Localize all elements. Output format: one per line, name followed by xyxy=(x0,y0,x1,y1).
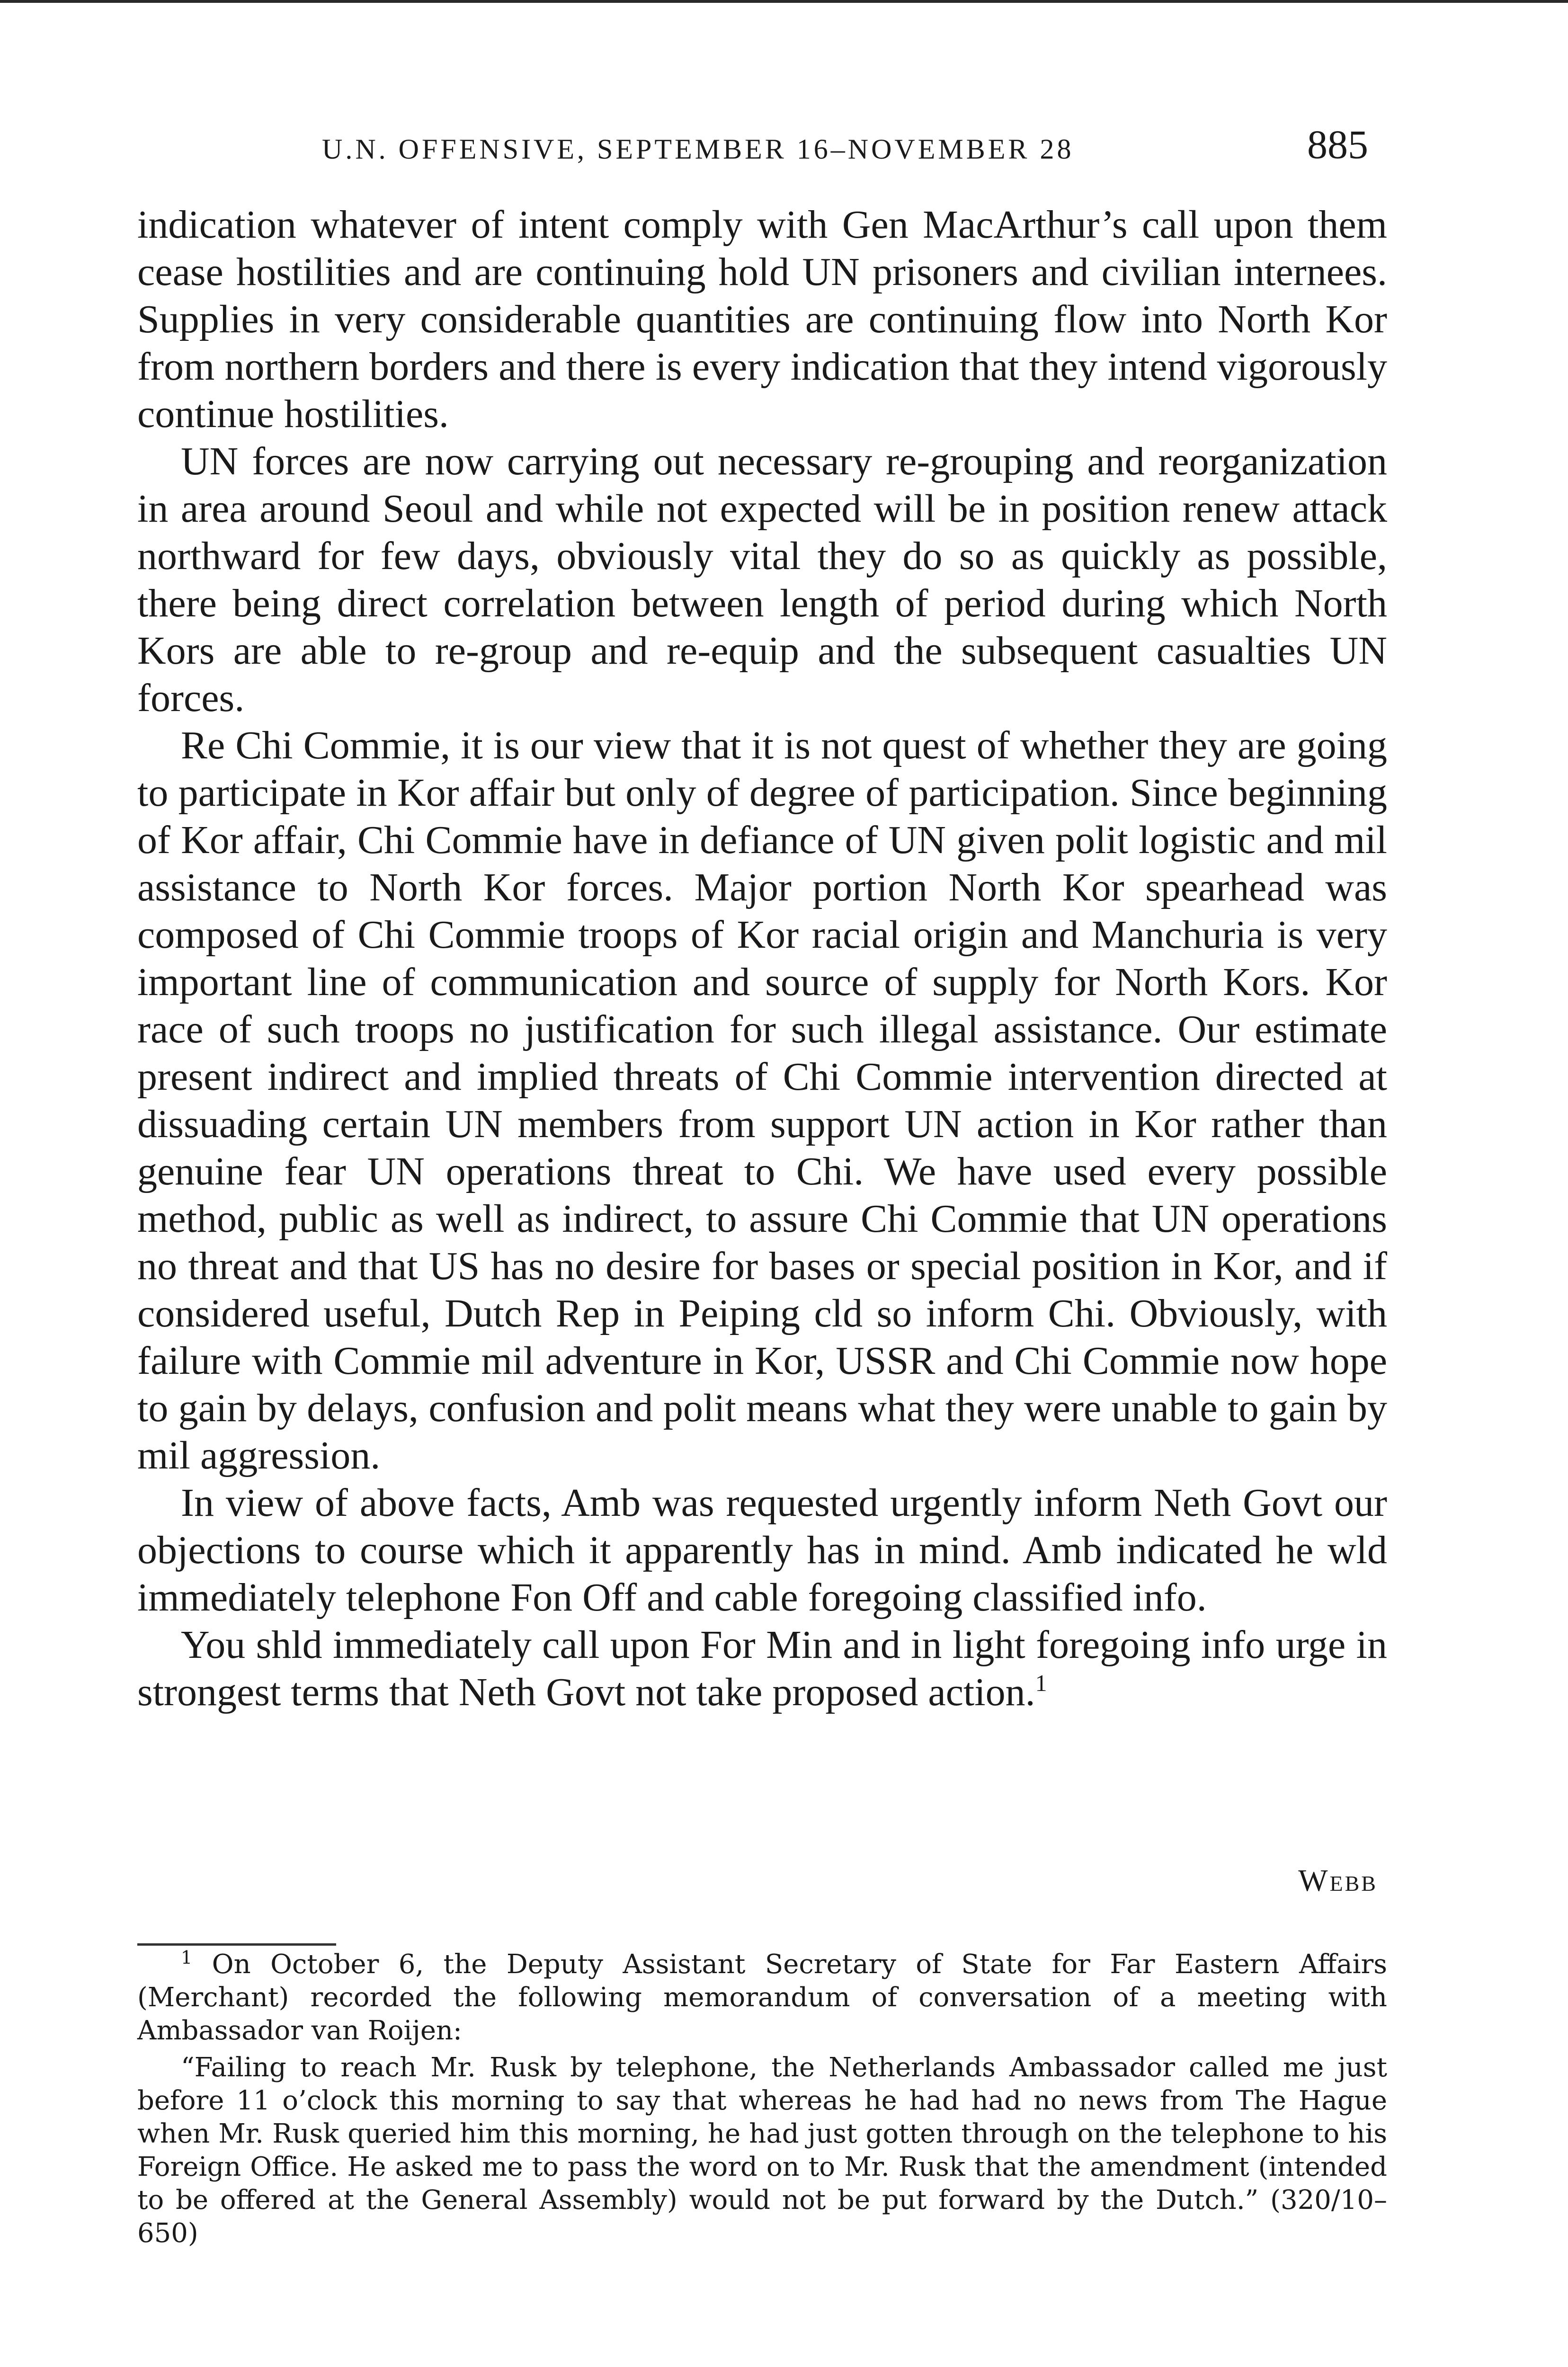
footnote-reference: 1 xyxy=(1035,1670,1047,1696)
paragraph-4: In view of above facts, Amb was requested urgently inform Neth Govt our objections to course which it apparently has in mind. Amb indicated he wld immediately telephone Fon Off and cable foregoing classified info. xyxy=(137,1481,1387,1620)
running-head: U.N. OFFENSIVE, SEPTEMBER 16–NOVEMBER 28 xyxy=(322,133,1074,165)
page-header xyxy=(137,121,1387,173)
footnote-quote: “Failing to reach Mr. Rusk by telephone, the Netherlands Ambassador called me just before 11 o’clock this morning to say that whereas he had had no news from The Hague when Mr. Rusk queried him this morning, he had just gotten through on the telephone to his Foreign Office. He asked me to pass the word on to Mr. Rusk that the amendment (intended to be offered at the General Assembly) would not be put forward by the Dutch.” (320/10–650) xyxy=(137,2052,1387,2249)
footnote-divider xyxy=(137,1943,336,1946)
signature: Webb xyxy=(1298,1863,1378,1898)
body-text xyxy=(137,201,1387,1716)
footnotes xyxy=(137,1948,1387,2254)
paragraph-5-text: You shld immediately call upon For Min and in light foregoing info urge in strongest terms that Neth Govt not take proposed action. xyxy=(137,1623,1387,1714)
paragraph-1: indication whatever of intent comply with Gen MacArthur’s call upon them cease hostilities and are continuing hold UN prisoners and civilian internees. Supplies in very considerable quantities are continuing flow into North Kor from northern borders and there is every indication that they intend vigorously continue hostilities. xyxy=(137,203,1387,436)
footnote-1 xyxy=(137,1948,1387,2047)
paragraph-3: Re Chi Commie, it is our view that it is not quest of whether they are going to participate in Kor affair but only of degree of participation. Since beginning of Kor affair, Chi Commie have in defiance of UN given polit logistic and mil assistance to North Kor forces. Major portion North Kor spearhead was composed of Chi Commie troops of Kor racial origin and Manchuria is very important line of communication and source of supply for North Kors. Kor race of such troops no justification for such illegal assistance. Our estimate present indirect and implied threats of Chi Commie intervention directed at dissuading certain UN members from support UN action in Kor rather than genuine fear UN operations threat to Chi. We have used every possible method, public as well as indirect, to assure Chi Commie that UN operations no threat and that US has no desire for bases or special position in Kor, and if considered useful, Dutch Rep in Peiping cld so inform Chi. Obviously, with failure with Commie mil adventure in Kor, USSR and Chi Commie now hope to gain by delays, confusion and polit means what they were unable to gain by mil aggression. xyxy=(137,723,1387,1477)
paragraph-2: UN forces are now carrying out necessary re-grouping and reorganization in area around Seoul and while not expected will be in position renew attack northward for few days, obviously vital they do so as quickly as possible, there being direct correlation between length of period during which North Kors are able to re-group and re-equip and the subsequent casualties UN forces. xyxy=(137,439,1387,720)
footnote-marker: 1 xyxy=(181,1947,193,1968)
paragraph-5 xyxy=(137,1621,1387,1716)
top-rule xyxy=(0,0,1568,3)
page-number: 885 xyxy=(1307,122,1368,167)
footnote-1-text: On October 6, the Deputy Assistant Secretary of State for Far Eastern Affairs (Merchant) recorded the following memorandum of conversation of a meeting with Ambassador van Roijen: xyxy=(137,1949,1387,2046)
